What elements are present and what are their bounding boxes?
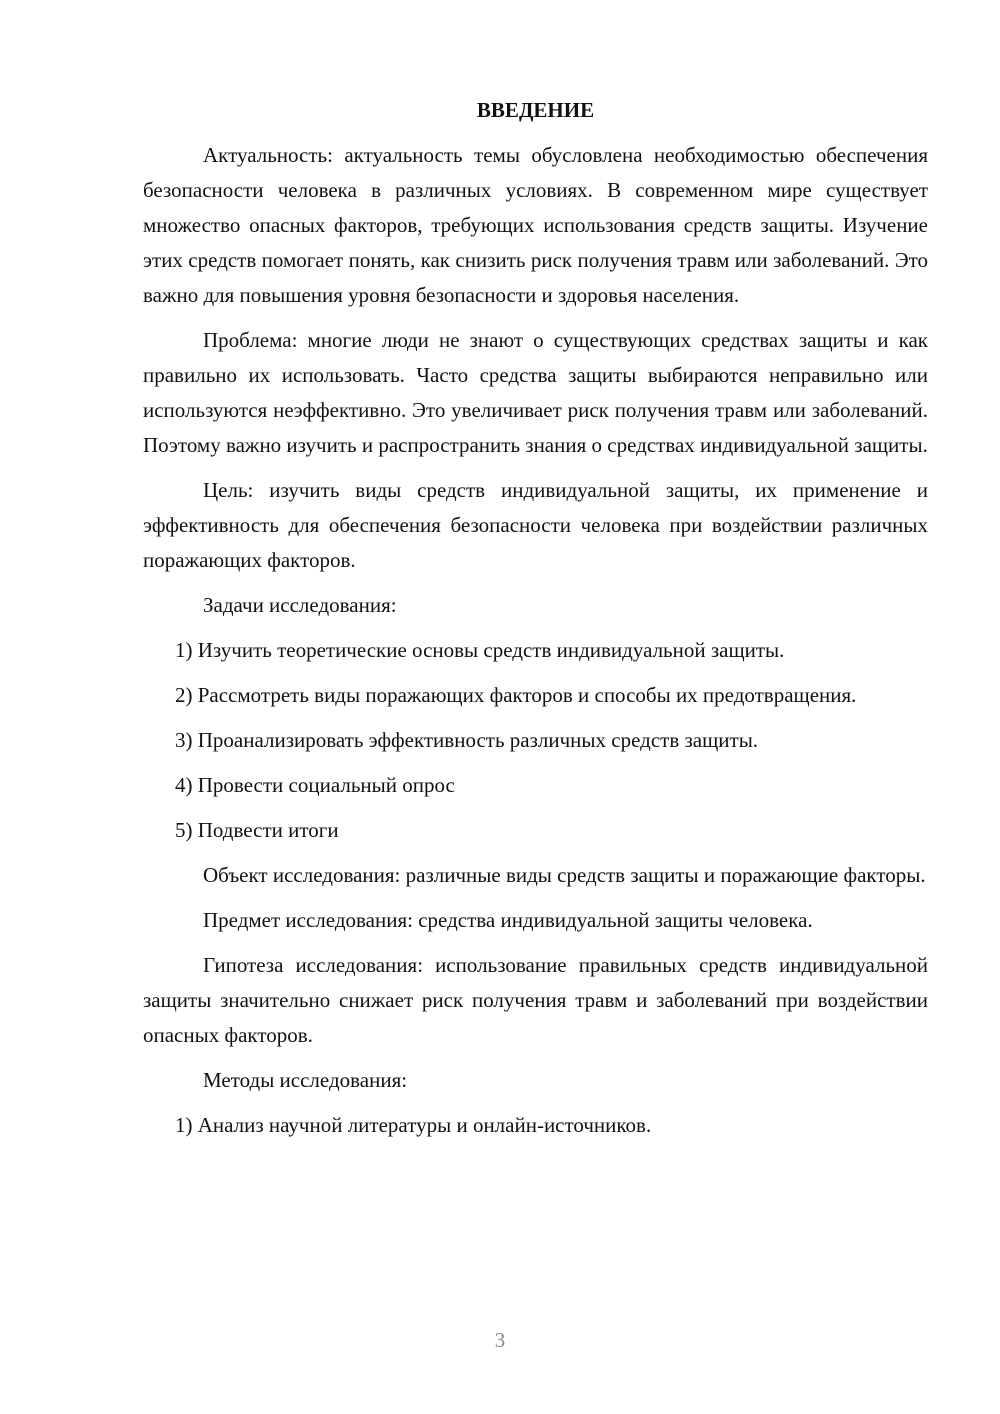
paragraph-object: Объект исследования: различные виды средств защиты и поражающие факторы. — [203, 863, 926, 887]
paragraph-goal: Цель: изучить виды средств индивидуальной защиты, их применение и эффективность для обеспечения безопасности человека при воздействии различных поражающих факторов. — [143, 478, 928, 572]
list-item-task-1: 1) Изучить теоретические основы средств индивидуальной защиты. — [175, 638, 785, 662]
section-heading: ВВЕДЕНИЕ — [476, 98, 595, 122]
page-number: 3 — [494, 1328, 506, 1352]
paragraph-methods-title: Методы исследования: — [203, 1068, 408, 1092]
list-item-task-4: 4) Провести социальный опрос — [175, 773, 455, 797]
list-item-task-3: 3) Проанализировать эффективность различных средств защиты. — [175, 728, 759, 752]
list-item-task-5: 5) Подвести итоги — [175, 818, 339, 842]
paragraph-tasks-title: Задачи исследования: — [203, 593, 397, 617]
document-page — [143, 93, 928, 1153]
paragraph-problem: Проблема: многие люди не знают о существующих средствах защиты и как правильно их использовать. Часто средства защиты выбираются неправильно или используются неэффективно. Это увеличивает риск получения травм или заболеваний. Поэтому важно изучить и распространить знания о средствах индивидуальной защиты. — [143, 328, 928, 457]
paragraph-hypothesis: Гипотеза исследования: использование правильных средств индивидуальной защиты значительно снижает риск получения травм и заболеваний при воздействии опасных факторов. — [143, 953, 928, 1047]
paragraph-subject: Предмет исследования: средства индивидуальной защиты человека. — [203, 908, 813, 932]
paragraph-relevance: Актуальность: актуальность темы обусловлена необходимостью обеспечения безопасности человека в различных условиях. В современном мире существует множество опасных факторов, требующих использования средств защиты. Изучение этих средств помогает понять, как снизить риск получения травм или заболеваний. Это важно для повышения уровня безопасности и здоровья населения. — [143, 143, 928, 307]
list-item-task-2: 2) Рассмотреть виды поражающих факторов и способы их предотвращения. — [175, 683, 857, 707]
list-item-method-1: 1) Анализ научной литературы и онлайн-источников. — [175, 1113, 652, 1137]
